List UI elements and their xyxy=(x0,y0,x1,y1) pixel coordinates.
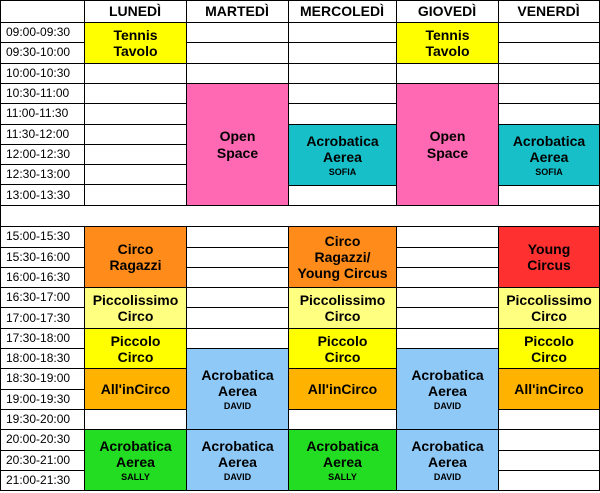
day-header: MERCOLEDÌ xyxy=(300,3,384,19)
activity-block xyxy=(288,368,397,410)
activity-name: Acrobatica xyxy=(99,437,172,454)
activity-name: Circo xyxy=(117,349,154,365)
time-slot-label: 09:00-09:30 xyxy=(6,25,71,40)
activity-name: Circo xyxy=(324,349,361,365)
activity-name: Piccolo xyxy=(110,332,161,349)
activity-block xyxy=(84,328,187,370)
instructor-name: SOFIA xyxy=(328,166,357,177)
instructor-name: SALLY xyxy=(121,471,150,482)
time-slot-label: 19:00-19:30 xyxy=(6,391,71,406)
activity-block xyxy=(84,226,187,288)
activity-name: Circo xyxy=(531,349,567,365)
activity-name: Acrobatica xyxy=(306,437,379,454)
activity-block xyxy=(498,226,600,288)
activity-name: Ragazzi/ xyxy=(314,248,371,265)
time-slot-label: 11:30-12:00 xyxy=(6,126,70,141)
time-slot-label: 16:30-17:00 xyxy=(6,290,71,305)
activity-block xyxy=(498,287,600,329)
time-slot-label: 19:30-20:00 xyxy=(6,412,71,427)
activity-name: Open xyxy=(429,128,466,145)
activity-block xyxy=(186,83,289,206)
activity-name: Tennis xyxy=(113,26,158,43)
time-slot-label: 18:30-19:00 xyxy=(6,371,71,386)
activity-block xyxy=(84,287,187,329)
time-slot-label: 13:00-13:30 xyxy=(6,187,71,202)
activity-name: Circo xyxy=(117,308,154,324)
day-header: GIOVEDÌ xyxy=(417,3,477,19)
activity-name: Space xyxy=(216,144,259,161)
activity-name: Aerea xyxy=(529,148,569,165)
time-slot-label: 11:00-11:30 xyxy=(6,106,69,121)
activity-name: Acrobatica xyxy=(512,132,586,149)
activity-block xyxy=(84,368,187,410)
activity-name: Circo xyxy=(324,308,361,324)
activity-block xyxy=(396,22,499,64)
instructor-name: SALLY xyxy=(328,471,357,482)
activity-name: Piccolo xyxy=(524,332,574,349)
activity-block xyxy=(288,429,397,491)
activity-block xyxy=(186,429,289,491)
activity-name: Acrobatica xyxy=(201,366,274,383)
time-slot-label: 12:00-12:30 xyxy=(6,146,71,161)
activity-name: Aerea xyxy=(323,148,362,165)
activity-name: Ragazzi xyxy=(109,257,162,273)
activity-block xyxy=(84,429,187,491)
activity-name: Aerea xyxy=(428,382,467,399)
activity-block xyxy=(498,368,600,410)
grid-line xyxy=(0,0,600,1)
instructor-name: DAVID xyxy=(433,400,462,411)
activity-name: Aerea xyxy=(218,453,257,470)
activity-block xyxy=(396,83,499,206)
time-slot-label: 10:00-10:30 xyxy=(6,65,71,80)
activity-block xyxy=(288,124,397,186)
activity-block xyxy=(288,287,397,329)
instructor-name: SOFIA xyxy=(535,166,563,177)
activity-name: Piccolissimo xyxy=(506,291,592,308)
activity-name: Piccolissimo xyxy=(92,291,179,308)
activity-block xyxy=(396,348,499,430)
activity-name: Circus xyxy=(527,257,571,273)
activity-block xyxy=(498,328,600,370)
time-slot-label: 16:00-16:30 xyxy=(6,269,71,284)
activity-name: All'inCirco xyxy=(307,380,378,397)
activity-name: Circo xyxy=(324,232,361,249)
time-slot-label: 15:00-15:30 xyxy=(6,229,71,244)
activity-name: Aerea xyxy=(323,453,362,470)
day-header: MARTEDÌ xyxy=(205,3,269,19)
activity-name: Space xyxy=(426,144,469,161)
activity-name: Acrobatica xyxy=(411,437,484,454)
activity-name: Tavolo xyxy=(113,43,158,59)
day-header: LUNEDÌ xyxy=(108,3,162,19)
instructor-name: DAVID xyxy=(223,400,252,411)
time-slot-label: 20:00-20:30 xyxy=(6,432,71,447)
activity-name: Young Circus xyxy=(297,265,388,282)
activity-name: Acrobatica xyxy=(411,366,484,383)
activity-name: Circo xyxy=(117,240,154,257)
time-slot-label: 12:30-13:00 xyxy=(6,167,71,182)
time-slot-label: 18:00-18:30 xyxy=(6,351,71,366)
activity-name: Open xyxy=(219,128,256,145)
time-slot-label: 17:30-18:00 xyxy=(6,330,71,345)
activity-name: Piccolo xyxy=(317,332,368,349)
activity-name: Aerea xyxy=(428,453,467,470)
instructor-name: DAVID xyxy=(223,471,252,482)
activity-block xyxy=(396,429,499,491)
activity-name: Aerea xyxy=(218,382,257,399)
grid-line xyxy=(0,205,600,206)
time-slot-label: 10:30-11:00 xyxy=(6,86,70,101)
activity-block xyxy=(288,226,397,288)
grid-line xyxy=(0,0,1,491)
activity-name: Young xyxy=(527,240,571,257)
activity-name: Tavolo xyxy=(425,43,470,59)
day-header: VENERDÌ xyxy=(517,3,580,19)
grid-line xyxy=(0,103,600,104)
activity-name: Aerea xyxy=(116,453,155,470)
activity-block xyxy=(186,348,289,430)
activity-name: Tennis xyxy=(425,26,470,43)
time-slot-label: 15:30-16:00 xyxy=(6,249,71,264)
time-slot-label: 20:30-21:00 xyxy=(6,452,71,467)
activity-block xyxy=(84,22,187,64)
grid-line xyxy=(0,83,600,84)
time-slot-label: 21:00-21:30 xyxy=(6,472,71,487)
activity-name: All'inCirco xyxy=(514,380,584,397)
time-slot-label: 17:00-17:30 xyxy=(6,310,71,325)
activity-name: All'inCirco xyxy=(100,380,171,397)
activity-block xyxy=(288,328,397,370)
activity-name: Acrobatica xyxy=(306,132,379,149)
instructor-name: DAVID xyxy=(433,471,462,482)
activity-name: Acrobatica xyxy=(201,437,274,454)
time-slot-label: 09:30-10:00 xyxy=(6,45,71,60)
activity-name: Piccolissimo xyxy=(299,291,386,308)
activity-name: Circo xyxy=(531,308,567,324)
activity-block xyxy=(498,124,600,186)
